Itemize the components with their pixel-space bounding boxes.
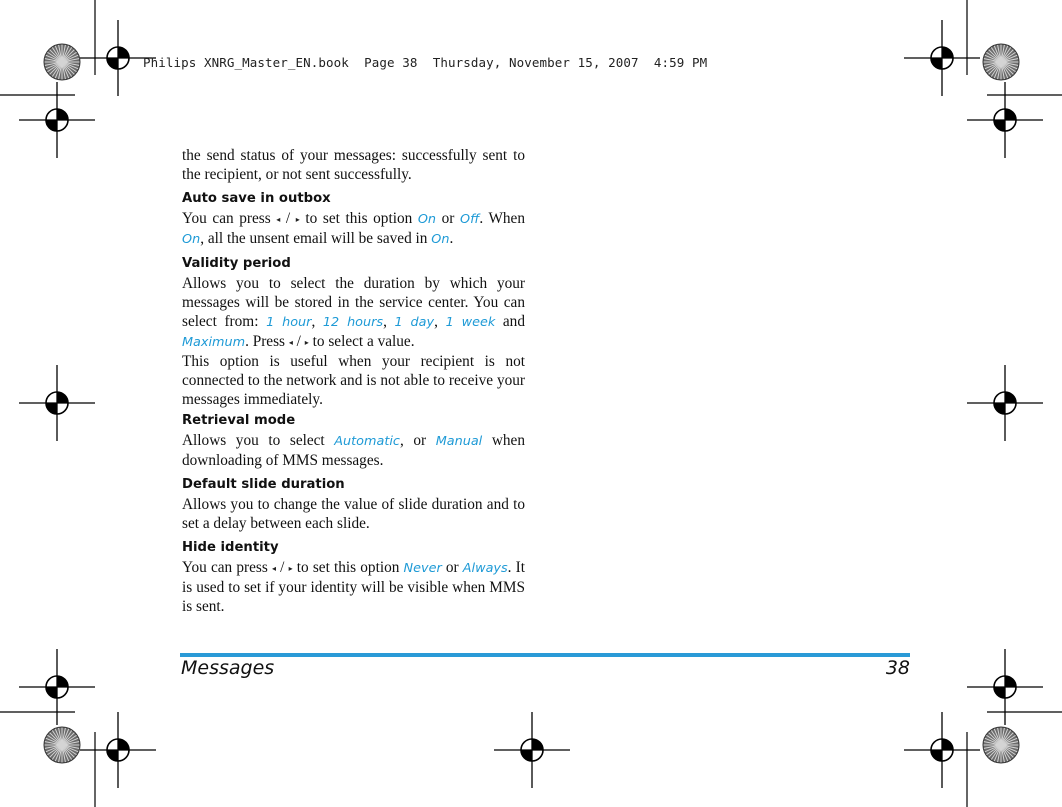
right-arrow-icon: ▸ bbox=[288, 564, 293, 573]
right-arrow-icon: ▸ bbox=[304, 338, 309, 347]
left-arrow-icon: ◂ bbox=[271, 564, 276, 573]
hide-identity-paragraph: You can press ◂ / ▸ to set this option Never or Always. It is used to set if your identity will be visible when MMS is sent. bbox=[182, 559, 525, 615]
option-on: On bbox=[182, 232, 201, 247]
option-on: On bbox=[431, 232, 450, 247]
option-never: Never bbox=[403, 561, 442, 576]
retrieval-paragraph: Allows you to select Automatic, or Manual when downloading of MMS messages. bbox=[182, 432, 525, 469]
slide-duration-heading: Default slide duration bbox=[182, 477, 345, 492]
intro-paragraph: the send status of your messages: successfully sent to the recipient, or not sent successfully. bbox=[182, 147, 525, 183]
option-1-week: 1 week bbox=[445, 315, 496, 330]
right-arrow-icon: ▸ bbox=[295, 215, 300, 224]
footer-section-title: Messages bbox=[181, 657, 275, 679]
hide-identity-heading: Hide identity bbox=[182, 540, 279, 555]
slide-duration-paragraph: Allows you to change the value of slide duration and to set a delay between each slide. bbox=[182, 496, 525, 532]
auto-save-heading: Auto save in outbox bbox=[182, 191, 331, 206]
footer-rule bbox=[180, 653, 910, 657]
option-on: On bbox=[417, 212, 437, 227]
option-manual: Manual bbox=[435, 434, 483, 449]
option-automatic: Automatic bbox=[334, 434, 400, 449]
option-12-hours: 12 hours bbox=[322, 315, 384, 330]
left-arrow-icon: ◂ bbox=[276, 215, 281, 224]
page-body bbox=[182, 146, 525, 616]
option-maximum: Maximum bbox=[182, 335, 246, 350]
auto-save-paragraph: You can press ◂ / ▸ to set this option On or Off. When On, all the unsent email will be saved in On. bbox=[182, 210, 525, 247]
option-off: Off bbox=[460, 212, 480, 227]
option-1-day: 1 day bbox=[394, 315, 435, 330]
validity-heading: Validity period bbox=[182, 256, 291, 271]
print-slug: Philips XNRG_Master_EN.book Page 38 Thursday, November 15, 2007 4:59 PM bbox=[143, 55, 708, 70]
validity-note-paragraph: This option is useful when your recipient is not connected to the network and is not able to receive your messages immediately. bbox=[182, 353, 525, 408]
retrieval-heading: Retrieval mode bbox=[182, 413, 296, 428]
option-always: Always bbox=[462, 561, 508, 576]
option-1-hour: 1 hour bbox=[266, 315, 312, 330]
left-arrow-icon: ◂ bbox=[288, 338, 293, 347]
validity-paragraph: Allows you to select the duration by which your messages will be stored in the service center. You can select from: 1 hour, 12 hours, 1 day, 1 week and Maximum. Press ◂ / ▸ to select a value. bbox=[182, 275, 525, 350]
page-number: 38 bbox=[885, 657, 910, 679]
